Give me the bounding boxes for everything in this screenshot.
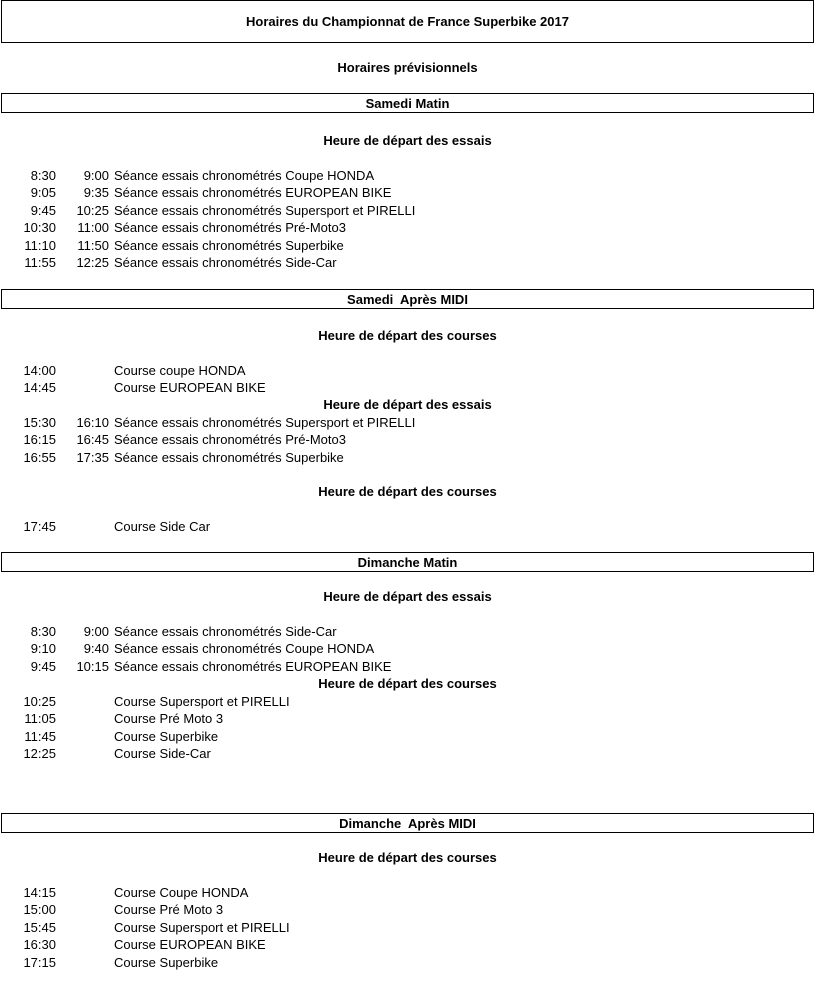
group-heading: Heure de départ des courses — [318, 850, 497, 865]
schedule-row — [0, 954, 815, 971]
end-time: 9:00 — [83, 624, 109, 639]
section-header: Samedi Après MIDI — [1, 289, 814, 309]
start-time: 15:00 — [23, 902, 56, 917]
session-label: Séance essais chronométrés Supersport et PIRELLI — [114, 415, 416, 430]
schedule-row — [0, 745, 815, 762]
end-time: 10:25 — [76, 203, 109, 218]
start-time: 9:45 — [30, 659, 56, 674]
schedule-row — [0, 901, 815, 918]
end-time: 9:00 — [83, 168, 109, 183]
schedule-row — [0, 728, 815, 745]
start-time: 12:25 — [23, 746, 56, 761]
schedule-row — [0, 710, 815, 727]
session-label: Séance essais chronométrés Pré-Moto3 — [114, 432, 346, 447]
start-time: 10:25 — [23, 694, 56, 709]
session-label: Séance essais chronométrés Supersport et PIRELLI — [114, 203, 416, 218]
schedule-row — [0, 219, 815, 236]
schedule-row — [0, 202, 815, 219]
start-time: 9:05 — [30, 185, 56, 200]
start-time: 14:45 — [23, 380, 56, 395]
session-label: Course Coupe HONDA — [114, 885, 249, 900]
schedule-row — [0, 919, 815, 936]
session-label: Course Pré Moto 3 — [114, 711, 224, 726]
session-label: Séance essais chronométrés Side-Car — [114, 255, 337, 270]
schedule-row — [0, 884, 815, 901]
session-label: Séance essais chronométrés Coupe HONDA — [114, 168, 375, 183]
session-label: Séance essais chronométrés Superbike — [114, 450, 344, 465]
start-time: 16:30 — [23, 937, 56, 952]
session-label: Course coupe HONDA — [114, 363, 246, 378]
start-time: 11:10 — [24, 238, 56, 253]
end-time: 9:35 — [83, 185, 109, 200]
end-time: 11:00 — [77, 220, 109, 235]
group-heading: Heure de départ des essais — [323, 397, 492, 412]
end-time: 17:35 — [76, 450, 109, 465]
session-label: Séance essais chronométrés EUROPEAN BIKE — [114, 185, 392, 200]
end-time: 9:40 — [83, 641, 109, 656]
session-label: Course Superbike — [114, 955, 219, 970]
section-header: Dimanche Matin — [1, 552, 814, 572]
schedule-row — [0, 414, 815, 431]
session-label: Course Supersport et PIRELLI — [114, 920, 290, 935]
schedule-row — [0, 693, 815, 710]
start-time: 14:15 — [23, 885, 56, 900]
start-time: 15:30 — [23, 415, 56, 430]
document-title — [1, 0, 814, 43]
schedule-row — [0, 449, 815, 466]
group-heading: Heure de départ des courses — [318, 676, 497, 691]
schedule-row — [0, 640, 815, 657]
start-time: 8:30 — [30, 624, 56, 639]
session-label: Course Superbike — [114, 729, 219, 744]
start-time: 9:10 — [30, 641, 56, 656]
schedule-row — [0, 379, 815, 396]
schedule-row — [0, 167, 815, 184]
schedule-row — [0, 658, 815, 675]
start-time: 8:30 — [30, 168, 56, 183]
session-label: Séance essais chronométrés Side-Car — [114, 624, 337, 639]
session-label: Séance essais chronométrés Pré-Moto3 — [114, 220, 346, 235]
schedule-row — [0, 518, 815, 535]
start-time: 9:45 — [30, 203, 56, 218]
group-heading: Heure de départ des courses — [318, 328, 497, 343]
start-time: 16:55 — [23, 450, 56, 465]
session-label: Course Side-Car — [114, 746, 211, 761]
session-label: Course EUROPEAN BIKE — [114, 937, 266, 952]
schedule-row — [0, 936, 815, 953]
schedule-row — [0, 184, 815, 201]
session-label: Séance essais chronométrés EUROPEAN BIKE — [114, 659, 392, 674]
schedule-row — [0, 362, 815, 379]
session-label: Course Pré Moto 3 — [114, 902, 224, 917]
session-label: Course Supersport et PIRELLI — [114, 694, 290, 709]
end-time: 16:10 — [76, 415, 109, 430]
session-label: Séance essais chronométrés Coupe HONDA — [114, 641, 375, 656]
group-heading: Heure de départ des courses — [318, 484, 497, 499]
start-time: 10:30 — [23, 220, 56, 235]
start-time: 11:45 — [24, 729, 56, 744]
start-time: 11:05 — [24, 711, 56, 726]
end-time: 12:25 — [76, 255, 109, 270]
group-heading: Heure de départ des essais — [323, 133, 492, 148]
group-heading: Heure de départ des essais — [323, 589, 492, 604]
document-subtitle: Horaires prévisionnels — [337, 60, 478, 75]
document-title-text: Horaires du Championnat de France Superbike 2017 — [246, 14, 569, 29]
section-header: Samedi Matin — [1, 93, 814, 113]
end-time: 16:45 — [76, 432, 109, 447]
start-time: 11:55 — [24, 255, 56, 270]
session-label: Course EUROPEAN BIKE — [114, 380, 266, 395]
start-time: 17:15 — [23, 955, 56, 970]
start-time: 17:45 — [23, 519, 56, 534]
start-time: 14:00 — [23, 363, 56, 378]
start-time: 15:45 — [23, 920, 56, 935]
schedule-row — [0, 431, 815, 448]
end-time: 10:15 — [76, 659, 109, 674]
schedule-row — [0, 254, 815, 271]
session-label: Séance essais chronométrés Superbike — [114, 238, 344, 253]
section-header: Dimanche Après MIDI — [1, 813, 814, 833]
schedule-row — [0, 237, 815, 254]
end-time: 11:50 — [77, 238, 109, 253]
start-time: 16:15 — [23, 432, 56, 447]
session-label: Course Side Car — [114, 519, 211, 534]
schedule-row — [0, 623, 815, 640]
